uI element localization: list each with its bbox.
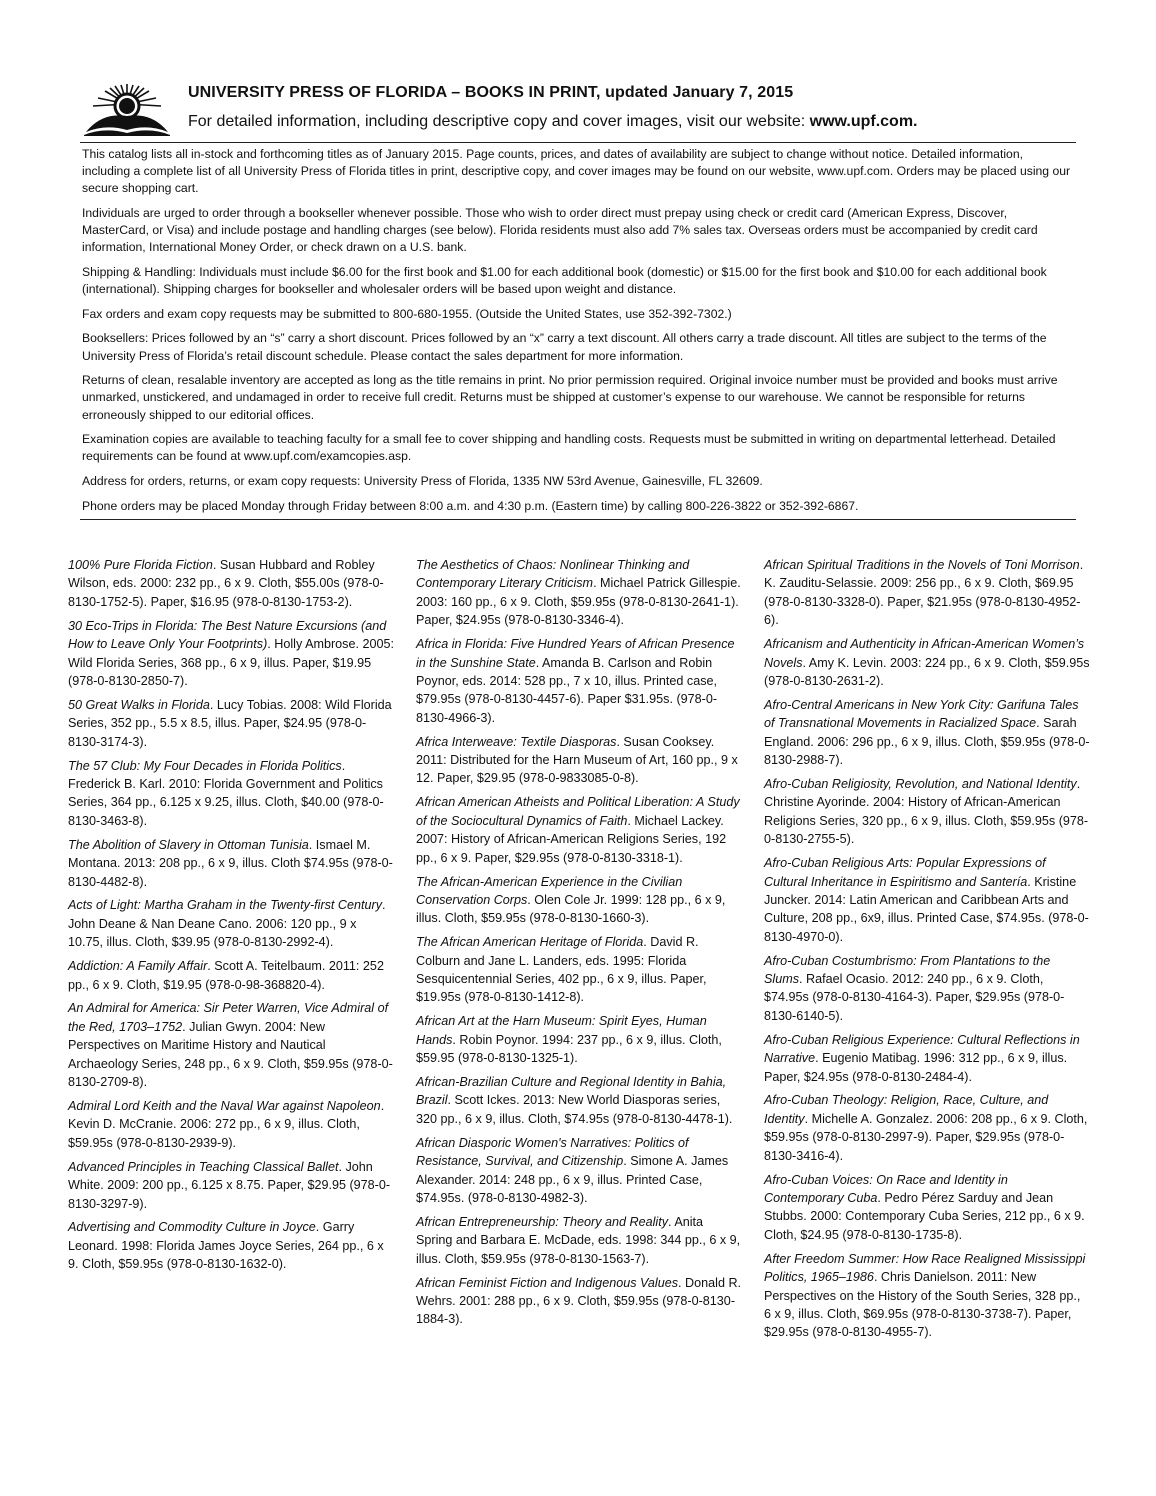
book-entry [416,1012,742,1067]
book-entry [764,775,1090,849]
book-title: African Diasporic Women's Narratives: Politics of Resistance, Survival, and Citizenship [416,1135,689,1169]
note-paragraph: This catalog lists all in-stock and forthcoming titles as of January 2015. Page counts, prices, and dates of availability are subject to change without notice. Detailed information, including a complete list of all University Press of Florida titles in print, descriptive copy, and cover images may be found on our website, www.upf.com. Orders may be placed using our secure shopping cart. [82,147,1071,196]
catalog-title: UNIVERSITY PRESS OF FLORIDA – BOOKS IN PRINT, updated January 7, 2015 [188,84,794,101]
book-entry [764,635,1090,690]
book-title: The 57 Club: My Four Decades in Florida Politics [68,758,342,773]
book-entry [68,757,394,831]
book-title: An Admiral for America: Sir Peter Warren, Vice Admiral of the Red, 1703–1752 [68,1001,389,1034]
note-paragraph: Shipping & Handling: Individuals must include $6.00 for the first book and $1.00 for each additional book (domestic) or $15.00 for the first book and $10.00 for each additional book (international). Shipping charges for bookseller and wholesaler orders will be based upon weight and distance. [82,265,1047,297]
book-title: The African American Heritage of Florida [416,935,644,950]
book-details: . Pedro Pérez Sarduy and Jean Stubbs. 2000: Contemporary Cuba Series, 212 pp., 6 x 9. Cloth, $24.95 (978-0-8130-1735-8). [764,1191,1085,1242]
book-title: Afro-Cuban Religious Experience: Cultural Reflections in Narrative [764,1032,1080,1066]
book-entry [416,635,742,727]
book-title: Africa in Florida: Five Hundred Years of African Presence in the Sunshine State [416,637,735,670]
book-details: . Christine Ayorinde. 2004: History of African-American Religions Series, 320 pp., 6 x 9, illus. Cloth, $59.95s (978-0-8130-2755-5). [764,776,1089,847]
book-title: African Spiritual Traditions in the Novels of Toni Morrison [764,558,1080,572]
book-entry [68,1097,394,1152]
book-title: The Abolition of Slavery in Ottoman Tunisia [68,837,309,852]
website-link[interactable]: www.upf.com. [809,113,918,130]
book-title: Acts of Light: Martha Graham in the Twenty-first Century [68,898,383,913]
book-details: . Michael Patrick Gillespie. 2003: 160 pp., 6 x 9. Cloth, $59.95s (978-0-8130-2641-1). Paper, $24.95s (978-0-8130-3346-4). [416,576,741,628]
book-details: . Ismael M. Montana. 2013: 208 pp., 6 x 9, illus. Cloth $74.95s (978-0-8130-4482-8). [68,837,393,889]
book-column-1 [68,556,394,1279]
book-title: 50 Great Walks in Florida [68,697,210,712]
book-title: Afro-Cuban Costumbrismo: From Plantations to the Slums [764,953,1051,987]
book-entry [416,1274,742,1329]
book-details: . K. Zauditu-Selassie. 2009: 256 pp., 6 x 9. Cloth, $69.95 (978-0-8130-3328-0). Paper, $21.95s (978-0-8130-4952-6). [764,558,1084,628]
book-details: . Garry Leonard. 1998: Florida James Joyce Series, 264 pp., 6 x 9. Cloth, $59.95s (978-0-8130-1632-0). [68,1220,384,1272]
book-entry [764,696,1090,770]
book-details: . Michael Lackey. 2007: History of African-American Religions Series, 192 pp., 6 x 9. Paper, $29.95s (978-0-8130-3318-1). [416,813,727,865]
book-title: Afro-Cuban Religious Arts: Popular Expressions of Cultural Inheritance in Espiritismo and Santería [764,856,1046,889]
book-entry [764,952,1090,1026]
book-entry [68,696,394,751]
book-entry [416,1073,742,1128]
note-paragraph: Phone orders may be placed Monday through Friday between 8:00 a.m. and 4:30 p.m. (Eastern time) by calling 800-226-3822 or 352-392-6867. [82,498,859,513]
ordering-notes [82,146,1074,522]
note-paragraph: Fax orders and exam copy requests may be submitted to 800-680-1955. (Outside the United States, use 352-392-7302.) [82,306,732,321]
book-title: Afro-Cuban Religiosity, Revolution, and National Identity [764,776,1077,791]
book-entry [764,1250,1090,1342]
note-paragraph: Address for orders, returns, or exam copy requests: University Press of Florida, 1335 NW 53rd Avenue, Gainesville, FL 32609. [82,473,763,488]
book-details: . Anita Spring and Barbara E. McDade, eds. 1998: 344 pp., 6 x 9, illus. Cloth, $59.95s (978-0-8130-1563-7). [416,1214,741,1266]
book-entry [68,896,394,951]
book-details: . Olen Cole Jr. 1999: 128 pp., 6 x 9, illus. Cloth, $59.95s (978-0-8130-1660-3). [416,892,726,926]
notes-divider [80,519,1076,520]
book-entry [416,1213,742,1268]
header-divider [80,142,1076,143]
book-entry [764,1031,1090,1086]
book-details: . Scott Ickes. 2013: New World Diasporas series, 320 pp., 6 x 9, illus. Cloth, $74.95s (978-0-8130-4478-1). [416,1093,733,1126]
book-title: Africanism and Authenticity in African-American Women’s Novels [764,637,1085,670]
book-title: 30 Eco-Trips in Florida: The Best Nature Excursions (and How to Leave Only Your Footprints) [68,618,387,652]
note-paragraph: Examination copies are available to teaching faculty for a small fee to cover shipping and handling costs. Requests must be submitted in writing on departmental letterhead. Detailed requirements can be found at www.upf.com/examcopies.asp. [82,432,1056,464]
book-details: . Amy K. Levin. 2003: 224 pp., 6 x 9. Cloth, $59.95s (978-0-8130-2631-2). [764,655,1090,688]
book-title: African Entrepreneurship: Theory and Reality [416,1214,669,1229]
book-details: . Julian Gwyn. 2004: New Perspectives on Maritime History and Nautical Archaeology Series, 248 pp., 6 x 9. Cloth, $59.95s (978-0-8130-2709-8). [68,1019,393,1090]
book-details: . Donald R. Wehrs. 2001: 288 pp., 6 x 9. Cloth, $59.95s (978-0-8130-1884-3). [416,1275,742,1327]
book-entry [416,873,742,928]
book-details: . Susan Cooksey. 2011: Distributed for the Harn Museum of Art, 160 pp., 9 x 12. Paper, $29.95 (978-0-9833085-0-8). [416,734,738,786]
book-entry [68,617,394,691]
book-details: . Eugenio Matibag. 1996: 312 pp., 6 x 9, illus. Paper, $24.95s (978-0-8130-2484-4). [764,1051,1068,1084]
note-paragraph: Returns of clean, resalable inventory are accepted as long as the title remains in print. No prior permission required. Original invoice number must be provided and books must arrive unmarked, unstickered, and undamaged in order to receive full credit. Returns must be shipped at customer’s expense to our warehouse. We cannot be responsible for returns erroneously shipped to our editorial offices. [82,373,1058,422]
book-details: . Susan Hubbard and Robley Wilson, eds. 2000: 232 pp., 6 x 9. Cloth, $55.00s (978-0-8130-1752-5). Paper, $16.95 (978-0-8130-1753-2). [68,558,384,609]
book-column-3 [764,556,1090,1347]
book-title: The Aesthetics of Chaos: Nonlinear Thinking and Contemporary Literary Criticism [416,558,690,591]
book-details: . Rafael Ocasio. 2012: 240 pp., 6 x 9. Cloth, $74.95s (978-0-8130-4164-3). Paper, $29.95s (978-0-8130-6140-5). [764,972,1065,1023]
book-title: African-Brazilian Culture and Regional Identity in Bahia, Brazil [416,1075,727,1108]
book-entry [764,1091,1090,1165]
book-details: . Holly Ambrose. 2005: Wild Florida Series, 368 pp., 6 x 9, illus. Paper, $19.95 (978-0-8130-2850-7). [68,637,394,688]
book-column-2 [416,556,742,1334]
book-title: Advanced Principles in Teaching Classical Ballet [68,1159,339,1174]
book-details: . Kristine Juncker. 2014: Latin American and Caribbean Arts and Culture, 208 pp., 6x9, illus. Printed Case, $74.95s. (978-0-8130-4970-0). [764,874,1089,944]
book-entry [68,957,394,994]
book-entry [68,836,394,891]
book-entry [68,1158,394,1213]
book-details: . David R. Colburn and Jane L. Landers, eds. 1995: Florida Sesquicentennial Series, 402 pp., 6 x 9, illus. Paper, $19.95s (978-0-8130-1412-8). [416,935,707,1005]
book-details: . Chris Danielson. 2011: New Perspectives on the History of the South Series, 328 pp., 6 x 9, illus. Cloth, $69.95s (978-0-8130-3738-7). Paper, $29.95s (978-0-8130-4955-7). [764,1270,1081,1340]
book-title: After Freedom Summer: How Race Realigned Mississippi Politics, 1965–1986 [764,1251,1086,1285]
book-details: . John White. 2009: 200 pp., 6.125 x 8.75. Paper, $29.95 (978-0-8130-3297-9). [68,1159,391,1211]
book-details: . Kevin D. McCranie. 2006: 272 pp., 6 x 9, illus. Cloth, $59.95s (978-0-8130-2939-9). [68,1098,385,1150]
website-note [188,113,918,131]
book-title: Afro-Cuban Voices: On Race and Identity in Contemporary Cuba [764,1172,1008,1205]
book-details: . Sarah England. 2006: 296 pp., 6 x 9, illus. Cloth, $59.95s (978-0-8130-2988-7). [764,716,1090,768]
book-entry [764,556,1090,630]
book-details: . Simone A. James Alexander. 2014: 248 pp., 6 x 9, illus. Printed Case, $74.95s. (978-0-8130-4982-3). [416,1154,729,1205]
book-title: Afro-Cuban Theology: Religion, Race, Culture, and Identity [764,1093,1049,1126]
book-entry [764,854,1090,946]
book-title: Admiral Lord Keith and the Naval War against Napoleon [68,1098,381,1113]
book-title: 100% Pure Florida Fiction [68,558,213,572]
book-entry [68,1218,394,1273]
book-entry [68,556,394,611]
note-paragraph: Individuals are urged to order through a bookseller whenever possible. Those who wish to order direct must prepay using check or credit card (American Express, Discover, MasterCard, or Visa) and include postage and handling charges (see below). Florida residents must also add 7% sales tax. Overseas orders must be accompanied by credit card information, International Money Order, or check drawn on a U.S. bank. [82,206,1038,255]
book-details: . Michelle A. Gonzalez. 2006: 208 pp., 6 x 9. Cloth, $59.95s (978-0-8130-2997-9). Paper, $29.95s (978-0-8130-3416-4). [764,1111,1088,1163]
book-title: Afro-Central Americans in New York City: Garifuna Tales of Transnational Movements in Racialized Space [764,697,1079,731]
book-title: African Feminist Fiction and Indigenous Values [416,1275,679,1290]
book-title: African American Atheists and Political Liberation: A Study of the Sociocultural Dynamics of Faith [416,795,740,828]
book-details: . Scott A. Teitelbaum. 2011: 252 pp., 6 x 9. Cloth, $19.95 (978-0-98-368820-4). [68,959,384,992]
book-title: Addiction: A Family Affair [68,959,208,974]
book-title: Advertising and Commodity Culture in Joyce [68,1220,316,1235]
book-entry [416,733,742,788]
book-details: . Frederick B. Karl. 2010: Florida Government and Politics Series, 364 pp., 6.125 x 9.25, illus. Cloth, $40.00 (978-0-8130-3463-8). [68,758,384,828]
book-entry [416,556,742,630]
book-details: . John Deane & Nan Deane Cano. 2006: 120 pp., 9 x 10.75, illus. Cloth, $39.95 (978-0-8130-2992-4). [68,898,386,950]
note-paragraph: Booksellers: Prices followed by an “s” carry a short discount. Prices followed by an “x” carry a text discount. All others carry a trade discount. All titles are subject to the terms of the University Press of Florida’s retail discount schedule. Please contact the sales department for more information. [82,331,1047,363]
book-entry [416,1134,742,1208]
book-entry [68,999,394,1091]
press-logo [82,82,172,136]
book-title: Africa Interweave: Textile Diasporas [416,734,617,749]
book-details: . Lucy Tobias. 2008: Wild Florida Series, 352 pp., 5.5 x 8.5, illus. Paper, $24.95 (978-0-8130-3174-3). [68,697,392,749]
book-title: African Art at the Harn Museum: Spirit Eyes, Human Hands [416,1014,707,1047]
book-details: . Amanda B. Carlson and Robin Poynor, eds. 2014: 528 pp., 7 x 10, illus. Printed case, $79.95s (978-0-8130-4457-6). Paper $31.95s. (978-0-8130-4966-3). [416,655,718,725]
book-entry [416,933,742,1007]
book-entry [416,793,742,867]
book-details: . Robin Poynor. 1994: 237 pp., 6 x 9, illus. Cloth, $59.95 (978-0-8130-1325-1). [416,1032,722,1066]
sun-over-open-book-logo-icon [82,82,172,136]
website-note-text: For detailed information, including descriptive copy and cover images, visit our website: [188,113,810,130]
book-title: The African-American Experience in the Civilian Conservation Corps [416,874,683,907]
book-entry [764,1171,1090,1245]
